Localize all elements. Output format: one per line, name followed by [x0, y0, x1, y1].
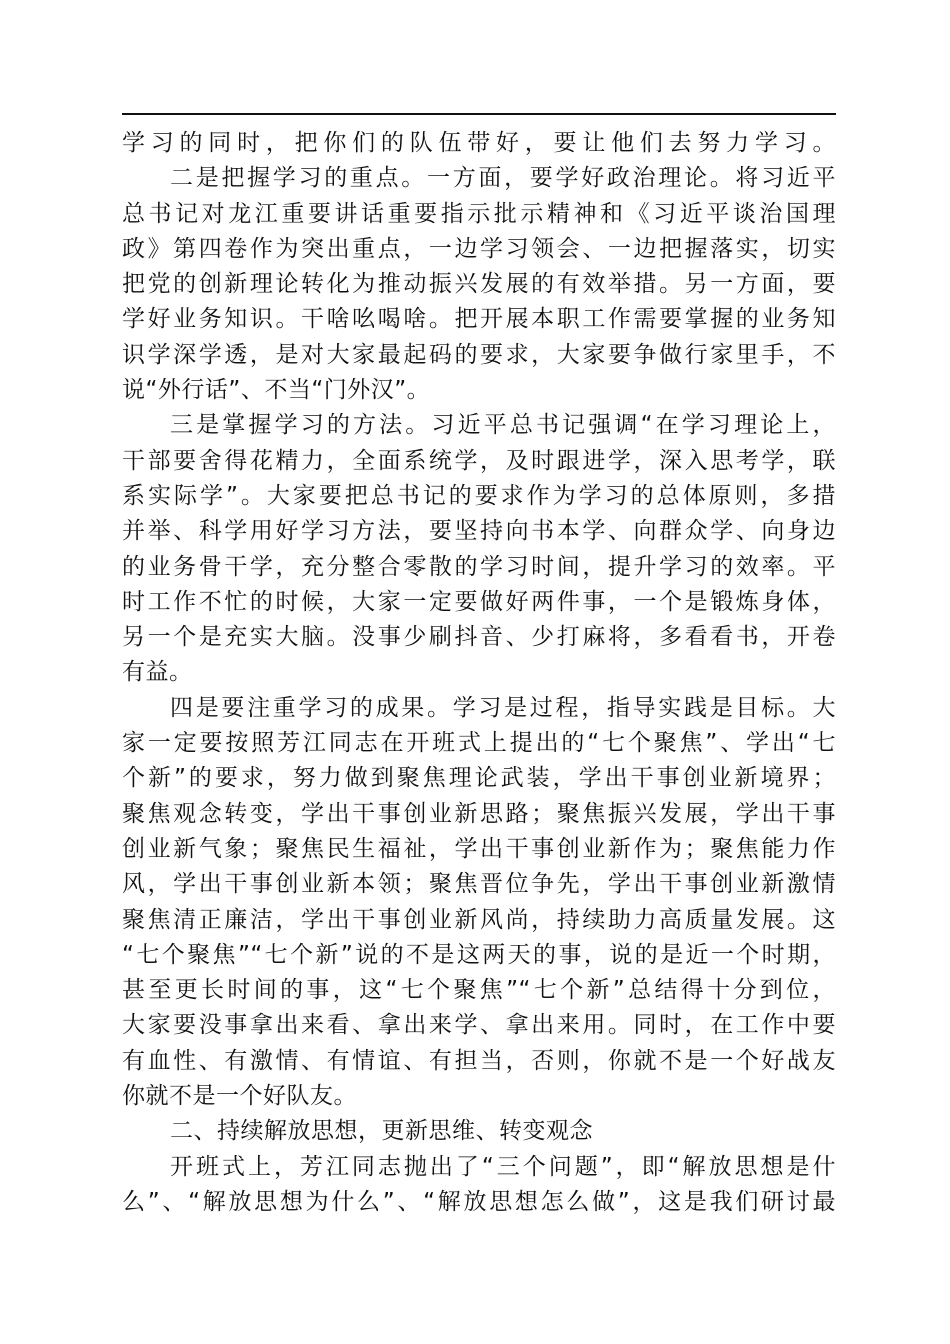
text-line: 有血性、有激情、有情谊、有担当，否则，你就不是一个好战友	[122, 1047, 836, 1074]
text-line: 聚焦清正廉洁，学出干事创业新风尚，持续助力高质量发展。这	[122, 906, 836, 933]
text-line: 政》第四卷作为突出重点，一边学习领会、一边把握落实，切实	[122, 235, 836, 262]
text-line: 家一定要按照芳江同志在开班式上提出的“七个聚焦”、学出“七	[122, 730, 836, 757]
text-line: 总书记对龙江重要讲话重要指示批示精神和《习近平谈治国理	[122, 200, 836, 227]
text-line: 的业务骨干学，充分整合零散的学习时间，提升学习的效率。平	[122, 553, 836, 580]
text-line: 创业新气象；聚焦民生福祉，学出干事创业新作为；聚焦能力作	[122, 835, 836, 862]
text-line: 学好业务知识。干啥吆喝啥。把开展本职工作需要掌握的业务知	[122, 306, 836, 333]
text-line: 风，学出干事创业新本领；聚焦晋位争先，学出干事创业新激情	[122, 871, 836, 898]
text-line: 三是掌握学习的方法。习近平总书记强调“在学习理论上，	[170, 412, 836, 439]
body-text	[122, 126, 836, 1220]
text-line: 聚焦观念转变，学出干事创业新思路；聚焦振兴发展，学出干事	[122, 800, 836, 827]
text-line: 学习的同时，把你们的队伍带好，要让他们去努力学习。	[122, 130, 836, 156]
text-line: 甚至更长时间的事，这“七个聚焦”“七个新”总结得十分到位，	[122, 977, 836, 1004]
text-line: 识学深学透，是对大家最起码的要求，大家要争做行家里手，不	[122, 341, 836, 368]
text-line: 有益。	[122, 659, 193, 686]
text-line: 你就不是一个好队友。	[122, 1083, 357, 1110]
text-line: 把党的创新理论转化为推动振兴发展的有效举措。另一方面，要	[122, 271, 836, 298]
text-line: 四是要注重学习的成果。学习是过程，指导实践是目标。大	[170, 694, 836, 721]
text-line: 二是把握学习的重点。一方面，要学好政治理论。将习近平	[170, 165, 836, 192]
top-rule	[122, 113, 836, 115]
text-line: 另一个是充实大脑。没事少刷抖音、少打麻将，多看看书，开卷	[122, 624, 836, 651]
text-line: 说“外行话”、不当“门外汉”。	[122, 377, 431, 404]
text-line: 并举、科学用好学习方法，要坚持向书本学、向群众学、向身边	[122, 518, 836, 545]
text-line: “七个聚焦”“七个新”说的不是这两天的事，说的是近一个时期，	[122, 941, 836, 968]
section-heading: 二、持续解放思想，更新思维、转变观念	[170, 1118, 593, 1145]
text-line: 大家要没事拿出来看、拿出来学、拿出来用。同时，在工作中要	[122, 1012, 836, 1039]
text-line: 么”、“解放思想为什么”、“解放思想怎么做”，这是我们研讨最	[122, 1188, 836, 1215]
text-line: 干部要舍得花精力，全面系统学，及时跟进学，深入思考学，联	[122, 447, 836, 474]
text-line: 时工作不忙的时候，大家一定要做好两件事，一个是锻炼身体，	[122, 588, 836, 615]
text-line: 系实际学”。大家要把总书记的要求作为学习的总体原则，多措	[122, 482, 836, 509]
text-line: 个新”的要求，努力做到聚焦理论武装，学出干事创业新境界；	[122, 765, 836, 792]
text-line: 开班式上，芳江同志抛出了“三个问题”，即“解放思想是什	[170, 1153, 836, 1180]
